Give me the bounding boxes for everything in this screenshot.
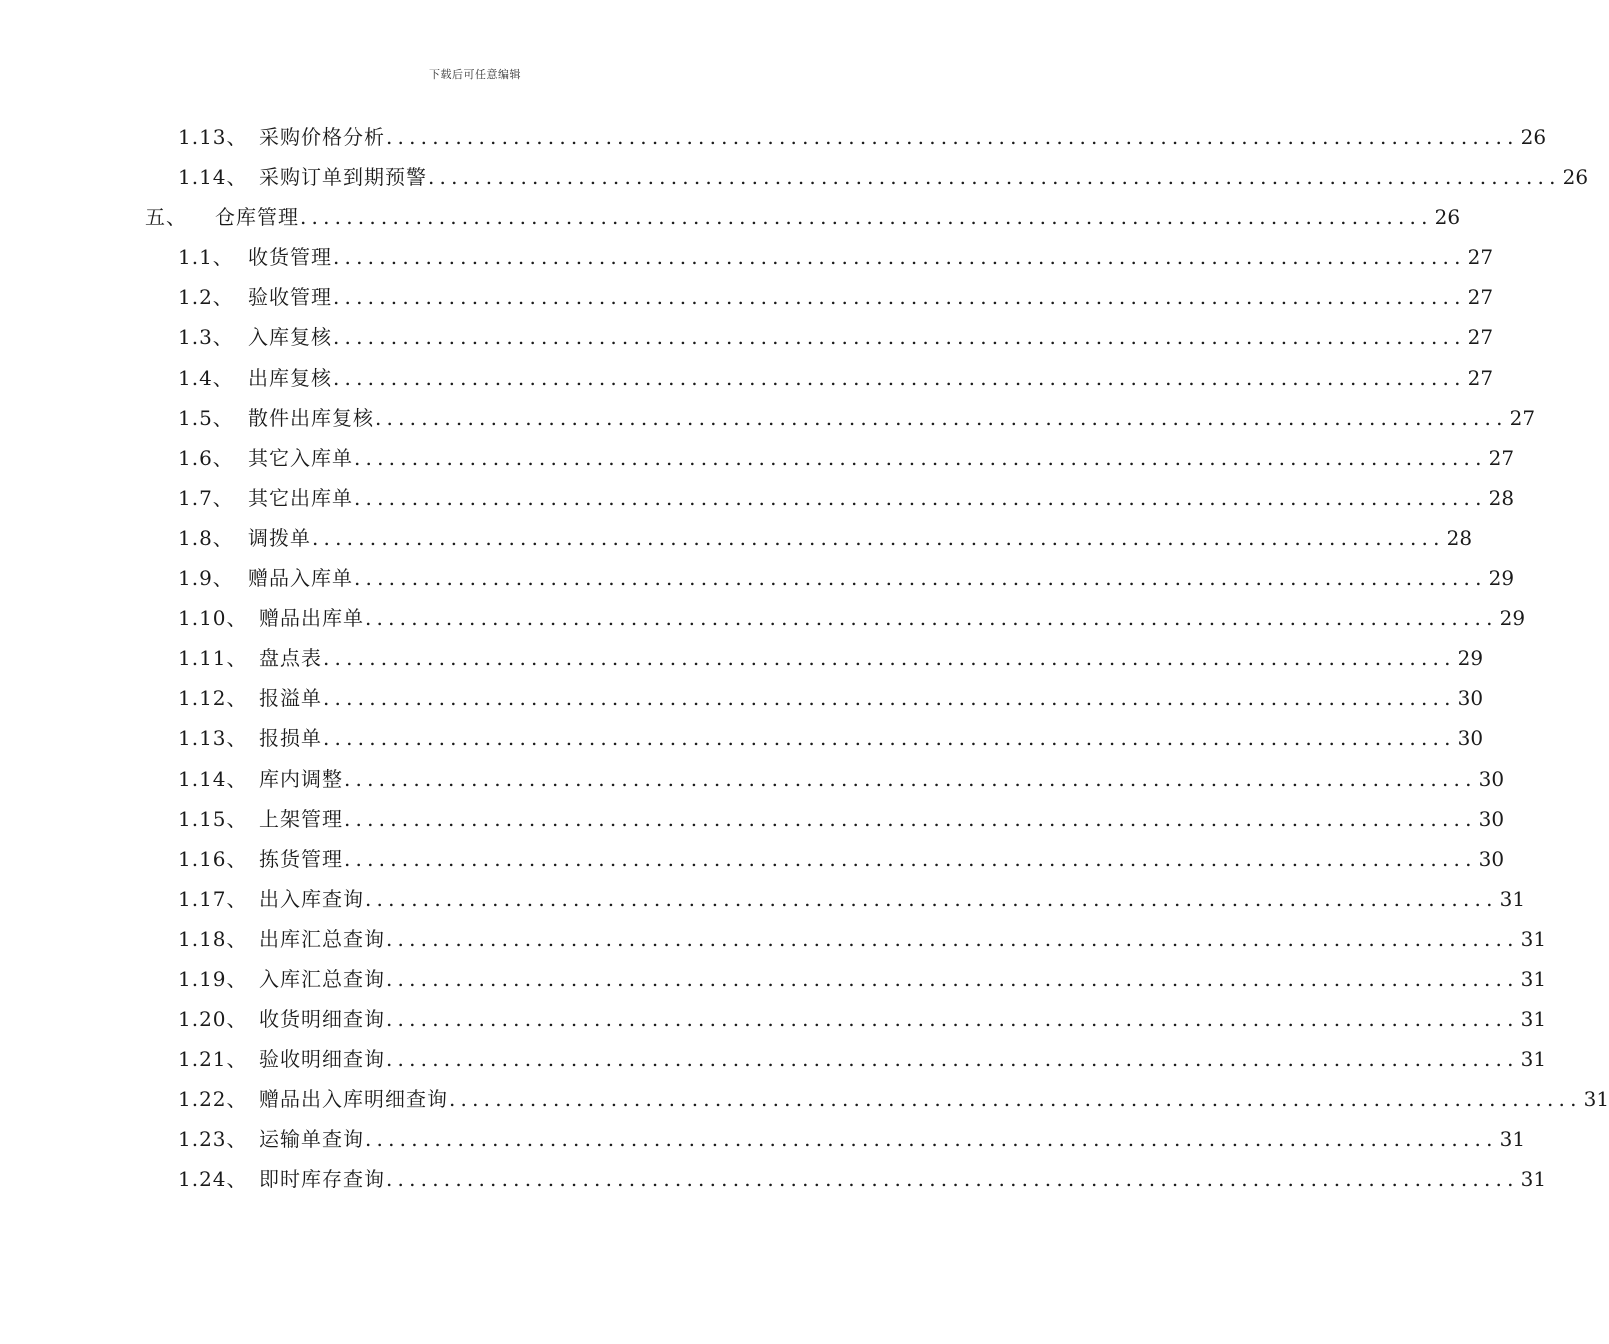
toc-dot-leader: .................................................................................................. <box>365 606 1498 631</box>
toc-entry-number: 1.11、 <box>178 646 248 671</box>
toc-dot-leader: .................................................................................................. <box>386 1167 1519 1192</box>
toc-entry-number: 1.4、 <box>178 365 234 390</box>
toc-dot-leader: .................................................................................................. <box>449 1087 1582 1112</box>
toc-entry-title: 上架管理 <box>259 806 343 831</box>
toc-entry[interactable] <box>0 999 1547 1039</box>
toc-entry-number: 1.2、 <box>178 285 234 310</box>
toc-dot-leader: .................................................................................................. <box>365 1127 1498 1152</box>
toc-entry[interactable] <box>0 277 1494 317</box>
toc-dot-leader: .................................................................................................. <box>323 686 1456 711</box>
toc-entry-number: 1.8、 <box>178 525 234 550</box>
toc-dot-leader: .................................................................................................. <box>323 726 1456 751</box>
toc-entry-title: 出库汇总查询 <box>259 926 385 951</box>
toc-dot-leader: .................................................................................................. <box>365 886 1498 911</box>
page-header: 下载后可任意编辑 <box>429 68 521 81</box>
toc-entry-page: 31 <box>1499 1127 1526 1152</box>
toc-entry-number: 1.15、 <box>178 806 248 831</box>
toc-entry[interactable] <box>0 919 1547 959</box>
toc-entry[interactable] <box>0 518 1473 558</box>
toc-entry-title: 即时库存查询 <box>259 1167 385 1192</box>
toc-entry-title: 仓库管理 <box>215 205 299 230</box>
toc-entry-page: 27 <box>1509 405 1536 430</box>
toc-entry-number: 1.5、 <box>178 405 234 430</box>
toc-entry-number: 1.22、 <box>178 1087 248 1112</box>
toc-entry-page: 30 <box>1457 726 1484 751</box>
toc-dot-leader: .................................................................................................. <box>333 325 1466 350</box>
toc-entry-page: 29 <box>1457 646 1484 671</box>
toc-entry-title: 拣货管理 <box>259 846 343 871</box>
toc-dot-leader: .................................................................................................. <box>428 165 1561 190</box>
toc-entry[interactable] <box>0 879 1526 919</box>
toc-entry-title: 赠品出入库明细查询 <box>259 1087 448 1112</box>
toc-entry[interactable] <box>0 117 1547 157</box>
toc-entry[interactable] <box>0 799 1505 839</box>
toc-entry-page: 27 <box>1467 245 1494 270</box>
toc-entry-page: 28 <box>1488 485 1515 510</box>
toc-dot-leader: .................................................................................................. <box>344 766 1477 791</box>
toc-entry-title: 验收管理 <box>248 285 332 310</box>
toc-entry-title: 散件出库复核 <box>248 405 374 430</box>
toc-dot-leader: .................................................................................................. <box>386 1047 1519 1072</box>
toc-entry[interactable] <box>0 678 1484 718</box>
toc-dot-leader: .................................................................................................. <box>344 806 1477 831</box>
toc-entry-number: 1.3、 <box>178 325 234 350</box>
toc-entry[interactable] <box>0 1119 1526 1159</box>
toc-entry-number: 1.6、 <box>178 445 234 470</box>
toc-entry-number: 1.13、 <box>178 726 248 751</box>
toc-dot-leader: .................................................................................................. <box>386 125 1519 149</box>
toc-dot-leader: .................................................................................................. <box>333 285 1466 310</box>
toc-entry-title: 验收明细查询 <box>259 1047 385 1072</box>
table-of-contents <box>0 117 1609 1200</box>
toc-entry-number: 1.17、 <box>178 886 248 911</box>
toc-entry-title: 其它入库单 <box>248 445 353 470</box>
toc-entry-page: 30 <box>1478 766 1505 791</box>
toc-entry-number: 1.13、 <box>178 125 248 149</box>
toc-entry-title: 报损单 <box>259 726 322 751</box>
toc-entry[interactable] <box>0 317 1494 357</box>
toc-entry-page: 30 <box>1478 806 1505 831</box>
toc-entry[interactable] <box>0 237 1494 277</box>
toc-dot-leader: .................................................................................................. <box>386 926 1519 951</box>
toc-entry[interactable] <box>0 1039 1547 1079</box>
toc-dot-leader: .................................................................................................. <box>300 205 1433 230</box>
toc-entry-page: 31 <box>1520 1167 1547 1192</box>
toc-entry-number: 1.20、 <box>178 1007 248 1032</box>
toc-entry-number: 五、 <box>145 205 187 230</box>
toc-entry-number: 1.16、 <box>178 846 248 871</box>
toc-entry[interactable] <box>0 358 1494 398</box>
toc-entry-page: 29 <box>1499 606 1526 631</box>
toc-entry-page: 26 <box>1562 165 1589 190</box>
toc-entry[interactable] <box>0 478 1515 518</box>
toc-dot-leader: .................................................................................................. <box>354 445 1487 470</box>
toc-entry[interactable] <box>0 1079 1609 1119</box>
toc-entry-title: 调拨单 <box>248 525 311 550</box>
toc-entry[interactable] <box>0 638 1484 678</box>
toc-entry-page: 27 <box>1467 325 1494 350</box>
toc-dot-leader: .................................................................................................. <box>386 1007 1519 1032</box>
toc-entry[interactable] <box>0 197 1461 237</box>
toc-entry[interactable] <box>0 157 1589 197</box>
toc-entry-title: 赠品出库单 <box>259 606 364 631</box>
toc-dot-leader: .................................................................................................. <box>312 525 1445 550</box>
toc-entry-number: 1.19、 <box>178 966 248 991</box>
toc-entry[interactable] <box>0 438 1515 478</box>
toc-entry-page: 31 <box>1583 1087 1609 1112</box>
toc-entry-title: 收货管理 <box>248 245 332 270</box>
toc-entry-number: 1.14、 <box>178 766 248 791</box>
toc-entry-number: 1.18、 <box>178 926 248 951</box>
toc-entry-title: 采购价格分析 <box>259 125 385 149</box>
toc-entry[interactable] <box>0 959 1547 999</box>
toc-entry[interactable] <box>0 598 1526 638</box>
toc-entry-page: 27 <box>1488 445 1515 470</box>
toc-dot-leader: .................................................................................................. <box>354 566 1487 591</box>
toc-entry[interactable] <box>0 759 1505 799</box>
toc-entry-title: 盘点表 <box>259 646 322 671</box>
toc-entry[interactable] <box>0 839 1505 879</box>
toc-entry-page: 31 <box>1520 1007 1547 1032</box>
toc-entry-page: 26 <box>1520 125 1547 149</box>
toc-entry-page: 31 <box>1520 926 1547 951</box>
toc-entry[interactable] <box>0 558 1515 598</box>
toc-entry-page: 27 <box>1467 285 1494 310</box>
toc-entry-number: 1.7、 <box>178 485 234 510</box>
toc-entry-page: 31 <box>1520 966 1547 991</box>
toc-entry-title: 库内调整 <box>259 766 343 791</box>
toc-entry-number: 1.23、 <box>178 1127 248 1152</box>
toc-entry-title: 报溢单 <box>259 686 322 711</box>
toc-entry-page: 31 <box>1520 1047 1547 1072</box>
toc-dot-leader: .................................................................................................. <box>375 405 1508 430</box>
toc-entry-page: 30 <box>1478 846 1505 871</box>
toc-entry-title: 入库汇总查询 <box>259 966 385 991</box>
toc-entry-page: 31 <box>1499 886 1526 911</box>
toc-entry-number: 1.10、 <box>178 606 248 631</box>
toc-entry-number: 1.21、 <box>178 1047 248 1072</box>
toc-entry-page: 30 <box>1457 686 1484 711</box>
toc-entry-title: 收货明细查询 <box>259 1007 385 1032</box>
toc-dot-leader: .................................................................................................. <box>354 485 1487 510</box>
toc-entry[interactable] <box>0 1159 1547 1199</box>
toc-entry-title: 出库复核 <box>248 365 332 390</box>
toc-entry-number: 1.9、 <box>178 566 234 591</box>
toc-entry-title: 采购订单到期预警 <box>259 165 427 190</box>
toc-entry[interactable] <box>0 398 1536 438</box>
toc-entry-title: 其它出库单 <box>248 485 353 510</box>
toc-entry-page: 28 <box>1446 525 1473 550</box>
toc-dot-leader: .................................................................................................. <box>333 365 1466 390</box>
toc-entry-number: 1.14、 <box>178 165 248 190</box>
toc-entry-page: 27 <box>1467 365 1494 390</box>
toc-entry[interactable] <box>0 718 1484 758</box>
toc-dot-leader: .................................................................................................. <box>333 245 1466 270</box>
toc-dot-leader: .................................................................................................. <box>323 646 1456 671</box>
toc-entry-title: 出入库查询 <box>259 886 364 911</box>
toc-entry-number: 1.24、 <box>178 1167 248 1192</box>
toc-dot-leader: .................................................................................................. <box>386 966 1519 991</box>
toc-entry-page: 29 <box>1488 566 1515 591</box>
toc-entry-number: 1.12、 <box>178 686 248 711</box>
toc-dot-leader: .................................................................................................. <box>344 846 1477 871</box>
toc-entry-number: 1.1、 <box>178 245 234 270</box>
toc-entry-title: 赠品入库单 <box>248 566 353 591</box>
toc-entry-title: 入库复核 <box>248 325 332 350</box>
toc-entry-title: 运输单查询 <box>259 1127 364 1152</box>
toc-entry-page: 26 <box>1434 205 1461 230</box>
